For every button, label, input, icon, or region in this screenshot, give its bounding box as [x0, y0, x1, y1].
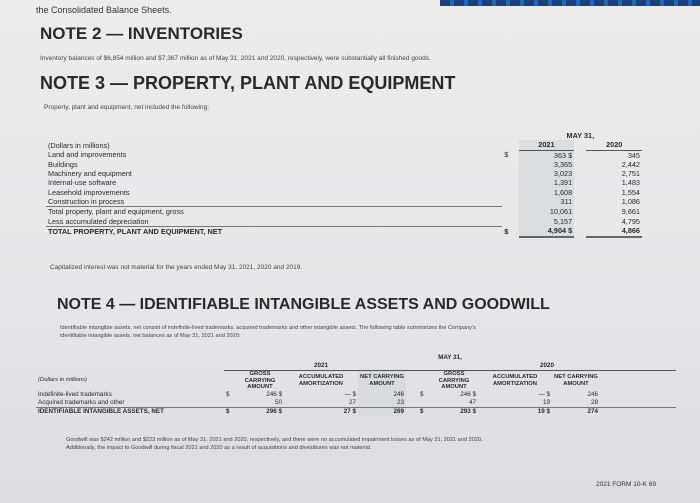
ppe-row-label: Leasehold improvements [48, 187, 130, 197]
note4-intro-line2: identifiable intangible assets, net balances as of May 31, 2021 and 2020: [60, 333, 241, 339]
ig-row-label: IDENTIFIABLE INTANGIBLE ASSETS, NET [36, 407, 224, 416]
ppe-row-currency [502, 207, 518, 217]
ppe-row-currency: $ [504, 150, 509, 160]
ig-units-label: (Dollars in millions) [38, 377, 87, 384]
ig-year-2020: 2020 [418, 362, 676, 371]
ig-row-net-2020: 246 [587, 390, 598, 398]
ig-row-currency: $ [224, 407, 236, 416]
goodwill-line1: Goodwill was $242 million and $223 million as of May 31, 2021 and 2020, respectively, and there were no accumulated impairment losses as of May 31, 2021 and 2020. [66, 437, 483, 443]
ig-row-gross-2020: 246 $ [460, 390, 476, 398]
note4-title: NOTE 4 — IDENTIFIABLE INTANGIBLE ASSETS AND GOODWILL [57, 296, 550, 313]
ppe-row-label: Internal-use software [48, 178, 117, 188]
ig-row-net-2021: 269 [358, 407, 406, 416]
ppe-row-2020: 2,751 [621, 169, 640, 179]
ppe-row-2020: 9,661 [621, 207, 640, 217]
ppe-row-2021: 311 [519, 197, 574, 207]
ppe-col-2021: 2021 [519, 140, 574, 150]
ppe-row-2021: 3,365 [519, 160, 574, 169]
table-row [46, 226, 642, 236]
ppe-row-label: Land and improvements [48, 150, 127, 160]
ig-head-accum-2021: ACCUMULATED AMORTIZATION [298, 374, 344, 387]
ig-head-gross-2021: GROSS CARRYING AMOUNT [244, 371, 276, 390]
table-row [46, 169, 642, 178]
ppe-row-currency [502, 169, 518, 178]
ppe-col-2020: 2020 [586, 140, 642, 150]
note3-intro: Property, plant and equipment, net included the following: [44, 104, 210, 111]
ppe-row-label: Machinery and equipment [48, 169, 132, 179]
ig-row-accum-2020: — $ [538, 390, 550, 398]
ig-row-accum-2020: 19 $ [478, 407, 552, 416]
ig-row-label: Indefinite-lived trademarks [38, 390, 112, 398]
ppe-row-2021: 4,904 $ [519, 226, 574, 236]
ig-head-net-2020: NET CARRYING AMOUNT [554, 374, 598, 387]
ig-row-accum-2021: — $ [344, 390, 356, 398]
table-row [46, 197, 642, 207]
ig-row-gross-2021: 246 $ [266, 390, 282, 398]
ppe-row-2021: 1,608 [519, 188, 574, 197]
ppe-row-currency [502, 178, 518, 187]
ppe-row-label: TOTAL PROPERTY, PLANT AND EQUIPMENT, NET [46, 226, 502, 236]
ig-row-gross-2020: 47 [468, 398, 476, 406]
ppe-row-2021: 363 $ [519, 150, 574, 160]
ppe-row-label: Less accumulated depreciation [48, 216, 149, 226]
ppe-row-label: Construction in process [48, 197, 125, 207]
ppe-row-2020: 2,442 [621, 159, 640, 169]
continued-text: the Consolidated Balance Sheets. [36, 5, 172, 15]
ppe-row-currency [502, 197, 518, 207]
ppe-row-label: Total property, plant and equipment, gross [46, 207, 502, 217]
ppe-row-2020: 345 [627, 150, 640, 160]
ppe-row-2020: 1,086 [621, 197, 640, 207]
table-row [46, 150, 642, 160]
ppe-row-currency [502, 188, 518, 197]
note4-intro-line1: Identifiable intangible assets, net consist of indefinite-lived trademarks, acquired trademarks and other intangible assets. The following table summarizes the Company's [60, 325, 476, 331]
note2-title: NOTE 2 — INVENTORIES [40, 24, 243, 43]
table-row [46, 178, 642, 187]
table-row [36, 399, 676, 408]
ig-row-label: Acquired trademarks and other [38, 398, 125, 406]
note2-text: Inventory balances of $6,854 million and $7,367 million as of May 31, 2021 and 2020, respectively, were substantially all finished goods. [40, 55, 431, 62]
ppe-row-2021: 10,061 [519, 207, 574, 217]
ig-row-currency-2020: $ [420, 390, 424, 398]
ig-year-2021: 2021 [224, 362, 418, 371]
ig-row-currency-2020: $ [418, 407, 430, 416]
table-row [36, 391, 676, 399]
intangibles-table [36, 354, 676, 416]
ppe-row-2020: 4,866 [586, 226, 642, 236]
ppe-table [46, 131, 642, 238]
ppe-row-2020: 1,483 [621, 178, 640, 188]
ppe-row-2021: 1,391 [519, 178, 574, 187]
page-footer: 2021 FORM 10-K 69 [596, 481, 656, 488]
ppe-row-currency: $ [504, 226, 509, 236]
ig-row-net-2020: 28 [590, 398, 598, 406]
ig-row-net-2020: 274 [552, 407, 600, 416]
ig-row-accum-2021: 27 [348, 398, 356, 406]
goodwill-line2: Additionally, the impact to Goodwill during fiscal 2021 and 2020 as a result of acquisitions and divestitures was not material. [66, 445, 372, 451]
table-row [36, 407, 676, 416]
table-row [46, 188, 642, 197]
table-row [46, 217, 642, 227]
ig-row-currency [224, 399, 236, 408]
ig-row-currency-2020 [418, 399, 430, 408]
ig-head-net-2021: NET CARRYING AMOUNT [358, 371, 406, 391]
ig-row-accum-2020: 19 [542, 398, 550, 406]
ig-row-net-2021: 246 [358, 391, 406, 399]
ppe-row-currency [502, 160, 518, 169]
table-row [46, 160, 642, 169]
ig-row-accum-2021: 27 $ [284, 407, 358, 416]
ppe-row-currency [502, 217, 518, 227]
header-decoration-bar [440, 0, 700, 6]
ig-row-gross-2021: 50 [274, 398, 282, 406]
table-row [46, 207, 642, 217]
ppe-row-2020: 1,554 [621, 187, 640, 197]
ig-row-gross-2020: 293 $ [430, 407, 478, 416]
note3-title: NOTE 3 — PROPERTY, PLANT AND EQUIPMENT [40, 73, 456, 93]
ig-row-currency: $ [226, 390, 230, 398]
ppe-row-2021: 5,157 [519, 217, 574, 227]
capitalized-interest-note: Capitalized interest was not material for the years ended May 31, 2021, 2020 and 2019. [50, 264, 303, 271]
ppe-row-2020: 4,795 [621, 216, 640, 226]
ig-head-accum-2020: ACCUMULATED AMORTIZATION [492, 374, 538, 387]
ig-head-gross-2020: GROSS CARRYING AMOUNT [438, 371, 470, 390]
ig-row-gross-2021: 296 $ [236, 407, 284, 416]
ppe-row-label: Buildings [48, 159, 78, 169]
ppe-period-header: MAY 31, [566, 131, 595, 140]
ppe-row-2021: 3,023 [519, 169, 574, 178]
ig-row-net-2021: 23 [358, 399, 406, 408]
ig-period-header: MAY 31, [438, 354, 462, 361]
ppe-units-label: (Dollars in millions) [48, 140, 110, 150]
